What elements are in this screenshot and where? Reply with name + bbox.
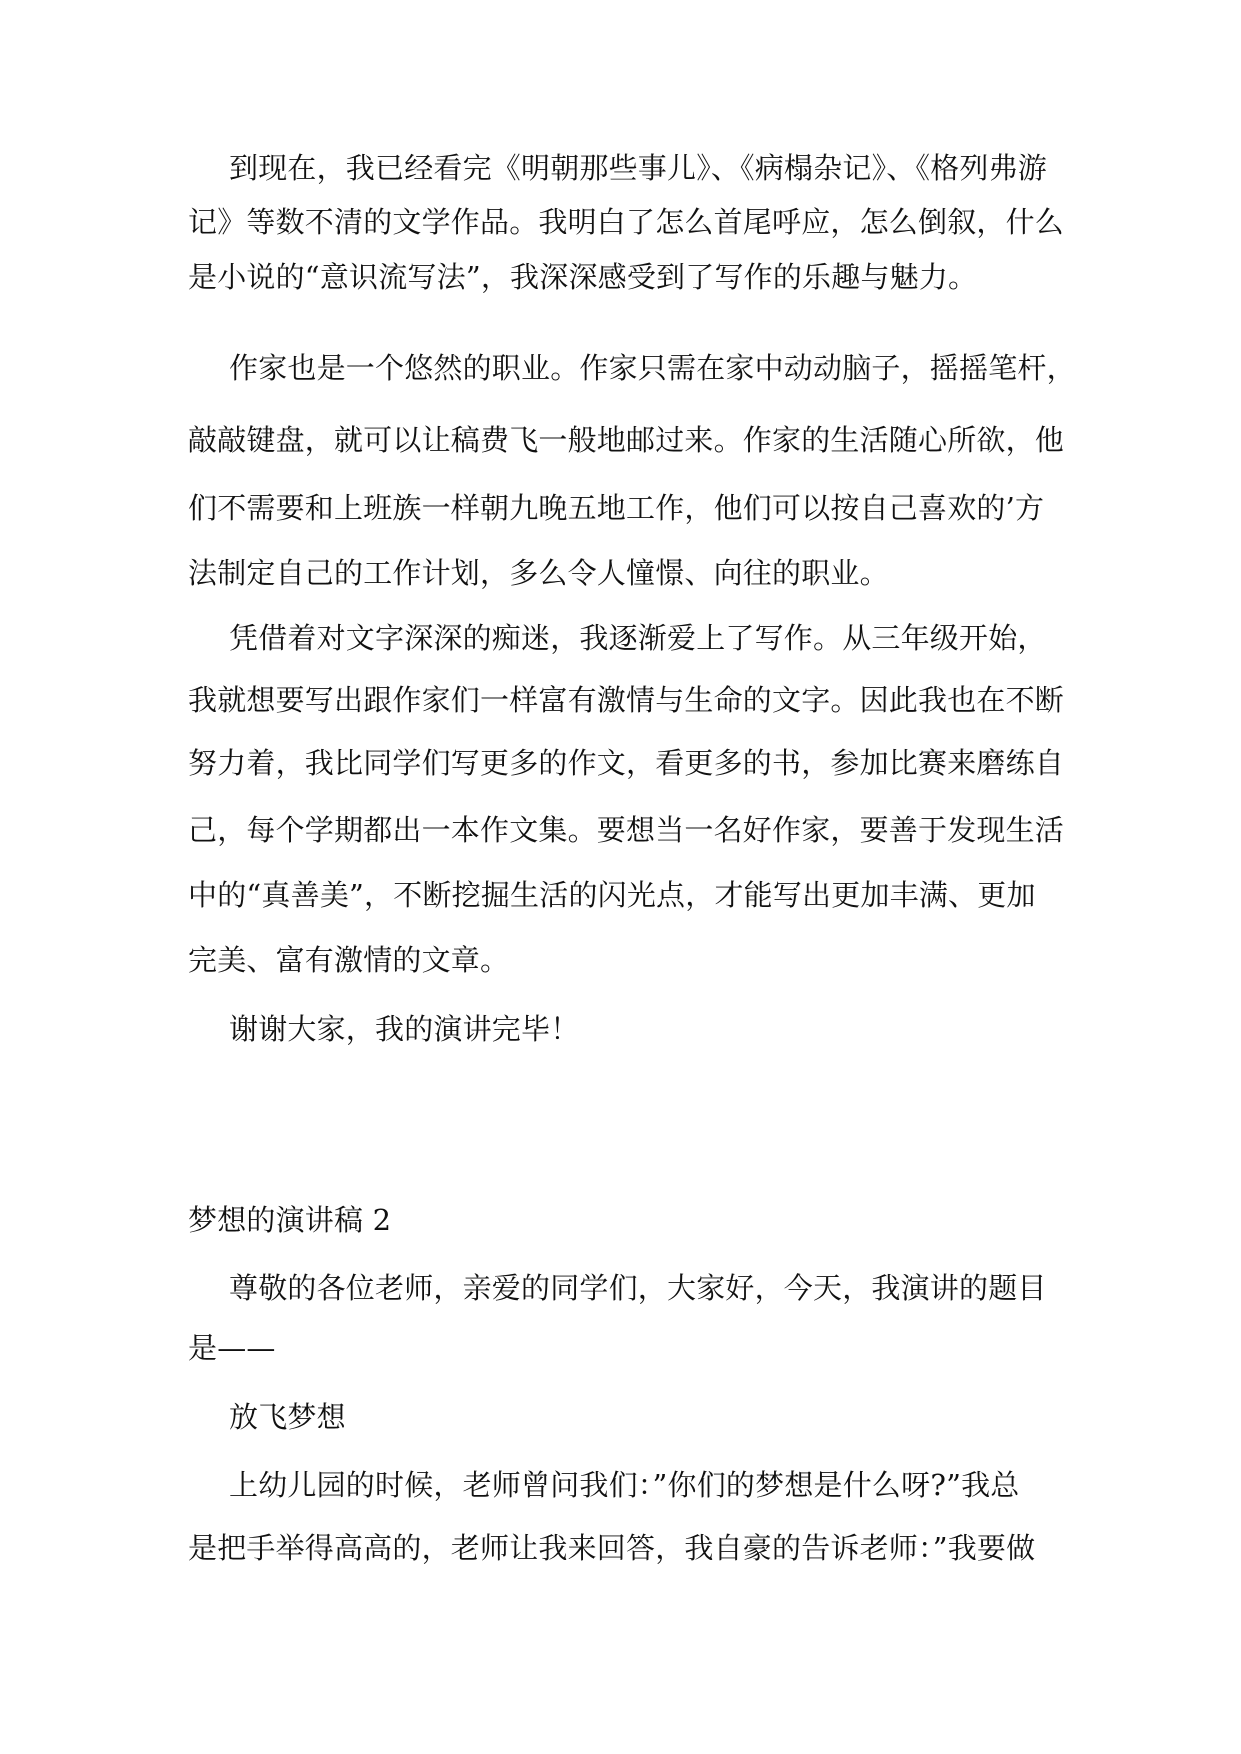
text-line-11: 己，每个学期都出一本作文集。要想当一名好作家，要善于发现生活 — [188, 813, 1065, 847]
text-line-1: 到现在，我已经看完《明朝那些事儿》、《病榻杂记》、《格列弗游 — [229, 151, 1048, 185]
text-line-10: 努力着，我比同学们写更多的作文，看更多的书，参加比赛来磨练自 — [188, 746, 1065, 780]
text-line-13: 完美、富有激情的文章。 — [188, 943, 510, 977]
text-line-17: 是—— — [188, 1331, 276, 1365]
text-line-8: 凭借着对文字深深的痴迷，我逐渐爱上了写作。从三年级开始， — [229, 621, 1047, 655]
text-line-12: 中的“真善美”，不断挖掘生活的闪光点，才能写出更加丰满、更加 — [188, 878, 1036, 912]
text-line-20: 是把手举得高高的，老师让我来回答，我自豪的告诉老师：”我要做 — [188, 1531, 1036, 1565]
section-heading: 梦想的演讲稿 2 — [188, 1203, 392, 1237]
text-line-2: 记》等数不清的文学作品。我明白了怎么首尾呼应，怎么倒叙，什么 — [188, 205, 1065, 239]
text-line-19: 上幼儿园的时候，老师曾问我们：”你们的梦想是什么呀?”我总 — [229, 1468, 1020, 1502]
text-line-9: 我就想要写出跟作家们一样富有激情与生命的文字。因此我也在不断 — [188, 683, 1065, 717]
speech-title: 放飞梦想 — [229, 1400, 346, 1434]
text-line-5: 敲敲键盘，就可以让稿费飞一般地邮过来。作家的生活随心所欲，他 — [188, 423, 1065, 457]
text-line-14: 谢谢大家，我的演讲完毕！ — [229, 1012, 580, 1046]
text-line-7: 法制定自己的工作计划，多么令人憧憬、向往的职业。 — [188, 556, 889, 590]
text-line-16: 尊敬的各位老师，亲爱的同学们，大家好，今天，我演讲的题目 — [229, 1271, 1047, 1305]
text-line-3: 是小说的“意识流写法”，我深深感受到了写作的乐趣与魅力。 — [188, 260, 978, 294]
text-line-4: 作家也是一个悠然的职业。作家只需在家中动动脑子，摇摇笔杆， — [229, 351, 1076, 385]
text-line-6: 们不需要和上班族一样朝九晚五地工作，他们可以按自己喜欢的’方 — [188, 491, 1045, 525]
